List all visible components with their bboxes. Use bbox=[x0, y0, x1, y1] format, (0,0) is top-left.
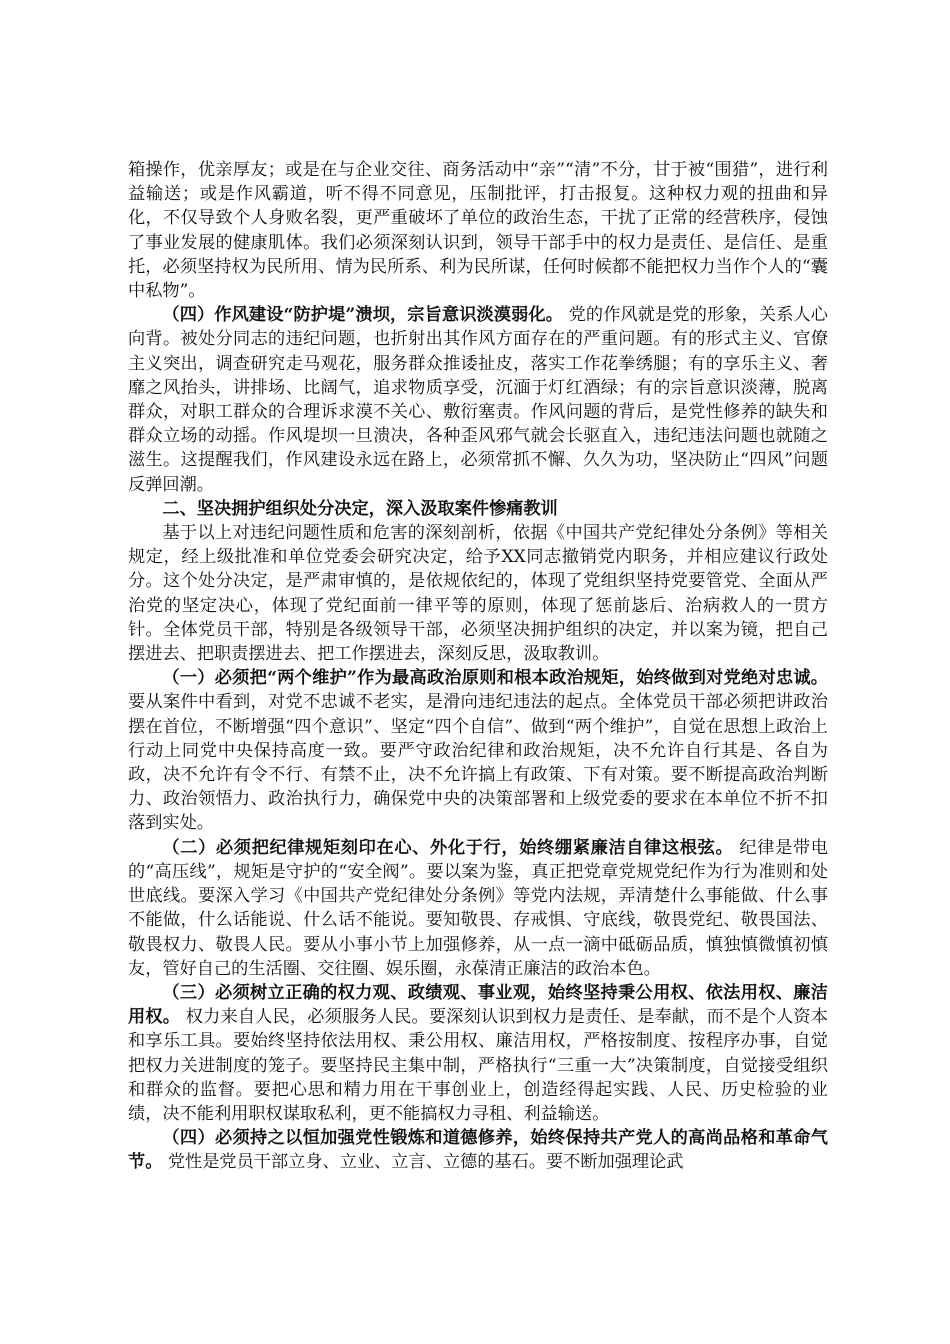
paragraph-1 bbox=[128, 158, 828, 303]
paragraph-4-lead: （一）必须把“两个维护”作为最高政治原则和根本政治规矩，始终做到对党绝对忠诚。 bbox=[162, 668, 828, 689]
paragraph-6-text: 权力来自人民，必须服务人民。要深刻认识到权力是责任、是奉献，而不是个人资本和享乐工具。要始终坚持依法用权、秉公用权、廉洁用权，严格按制度、按程序办事，自觉把权力关进制度的笼子。要坚持民主集中制，严格执行“三重一大”决策制度，自觉接受组织和群众的监督。要把心思和精力用在干事创业上，创造经得起实践、人民、历史检验的业绩，决不能利用职权谋取私利，更不能搞权力寻租、利益输送。 bbox=[128, 1007, 828, 1124]
paragraph-5-lead: （二）必须把纪律规矩刻印在心、外化于行，始终绷紧廉洁自律这根弦。 bbox=[162, 837, 734, 858]
paragraph-5-text: 纪律是带电的“高压线”，规矩是守护的“安全阀”。要以案为鉴，真正把党章党规党纪作为行为准则和处世底线。要深入学习《中国共产党纪律处分条例》等党内法规，弄清楚什么事能做、什么事不能做，什么话能说、什么话不能说。要知敬畏、存戒惧、守底线，敬畏党纪、敬畏国法、敬畏权力、敬畏人民。要从小事小节上加强修养，从一点一滴中砥砺品质，慎独慎微慎初慎友，管好自己的生活圈、交往圈、娱乐圈，永葆清正廉洁的政治本色。 bbox=[128, 837, 828, 979]
paragraph-2 bbox=[128, 303, 828, 497]
paragraph-2-text: 党的作风就是党的形象，关系人心向背。被处分同志的违纪问题，也折射出其作风方面存在的严重问题。有的形式主义、官僚主义突出，调查研究走马观花，服务群众推诿扯皮，落实工作花拳绣腿；有的享乐主义、奢靡之风抬头，讲排场、比阔气，追求物质享受，沉湎于灯红酒绿；有的宗旨意识淡薄，脱离群众，对职工群众的合理诉求漠不关心、敷衍塞责。作风问题的背后，是党性修养的缺失和群众立场的动摇。作风堤坝一旦溃决，各种歪风邪气就会长驱直入，违纪违法问题也就随之滋生。这提醒我们，作风建设永远在路上，必须常抓不懈、久久为功，坚决防止“四风”问题反弹回潮。 bbox=[128, 305, 828, 495]
paragraph-3-text: 基于以上对违纪问题性质和危害的深刻剖析，依据《中国共产党纪律处分条例》等相关规定，经上级批准和单位党委会研究决定，给予XX同志撤销党内职务，并相应建议行政处分。这个处分决定，是严肃审慎的，是依规依纪的，体现了党组织坚持党要管党、全面从严治党的坚定决心，体现了党纪面前一律平等的原则，体现了惩前毖后、治病救人的一贯方针。全体党员干部，特别是各级领导干部，必须坚决拥护组织的决定，并以案为镜，把自己摆进去、把职责摆进去、把工作摆进去，深刻反思，汲取教训。 bbox=[128, 523, 828, 665]
paragraph-7-text: 党性是党员干部立身、立业、立言、立德的基石。要不断加强理论武 bbox=[162, 1152, 684, 1173]
paragraph-2-lead: （四）作风建设“防护堤”溃坝，宗旨意识淡漠弱化。 bbox=[162, 305, 564, 326]
paragraph-7-lead: （四）必须持之以恒加强党性锻炼和道德修养，始终保持共产党人的高尚品格和革命气节。 bbox=[128, 1128, 828, 1173]
document-page bbox=[128, 158, 828, 1175]
paragraph-7 bbox=[128, 1126, 828, 1174]
section-heading-2 bbox=[128, 497, 828, 521]
paragraph-6 bbox=[128, 981, 828, 1126]
paragraph-5 bbox=[128, 836, 828, 981]
section-heading-2-text: 二、坚决拥护组织处分决定，深入汲取案件惨痛教训 bbox=[162, 498, 558, 519]
paragraph-1-text: 箱操作，优亲厚友；或是在与企业交往、商务活动中“亲”“清”不分，甘于被“围猎”，进行利益输送；或是作风霸道，听不得不同意见，压制批评，打击报复。这种权力观的扭曲和异化，不仅导致个人身败名裂，更严重破坏了单位的政治生态，干扰了正常的经营秩序，侵蚀了事业发展的健康肌体。我们必须深刻认识到，领导干部手中的权力是责任、是信任、是重托，必须坚持权为民所用、情为民所系、利为民所谋，任何时候都不能把权力当作个人的“囊中私物”。 bbox=[128, 160, 828, 302]
paragraph-4-text: 要从案件中看到，对党不忠诚不老实，是滑向违纪违法的起点。全体党员干部必须把讲政治摆在首位，不断增强“四个意识”、坚定“四个自信”、做到“两个维护”，自觉在思想上政治上行动上同党中央保持高度一致。要严守政治纪律和政治规矩，决不允许自行其是、各自为政，决不允许有令不行、有禁不止，决不允许搞上有政策、下有对策。要不断提高政治判断力、政治领悟力、政治执行力，确保党中央的决策部署和上级党委的要求在本单位不折不扣落到实处。 bbox=[128, 692, 828, 834]
paragraph-6-lead: （三）必须树立正确的权力观、政绩观、事业观，始终坚持秉公用权、依法用权、廉洁用权。 bbox=[128, 982, 828, 1028]
paragraph-4 bbox=[128, 666, 828, 835]
paragraph-3 bbox=[128, 521, 828, 666]
